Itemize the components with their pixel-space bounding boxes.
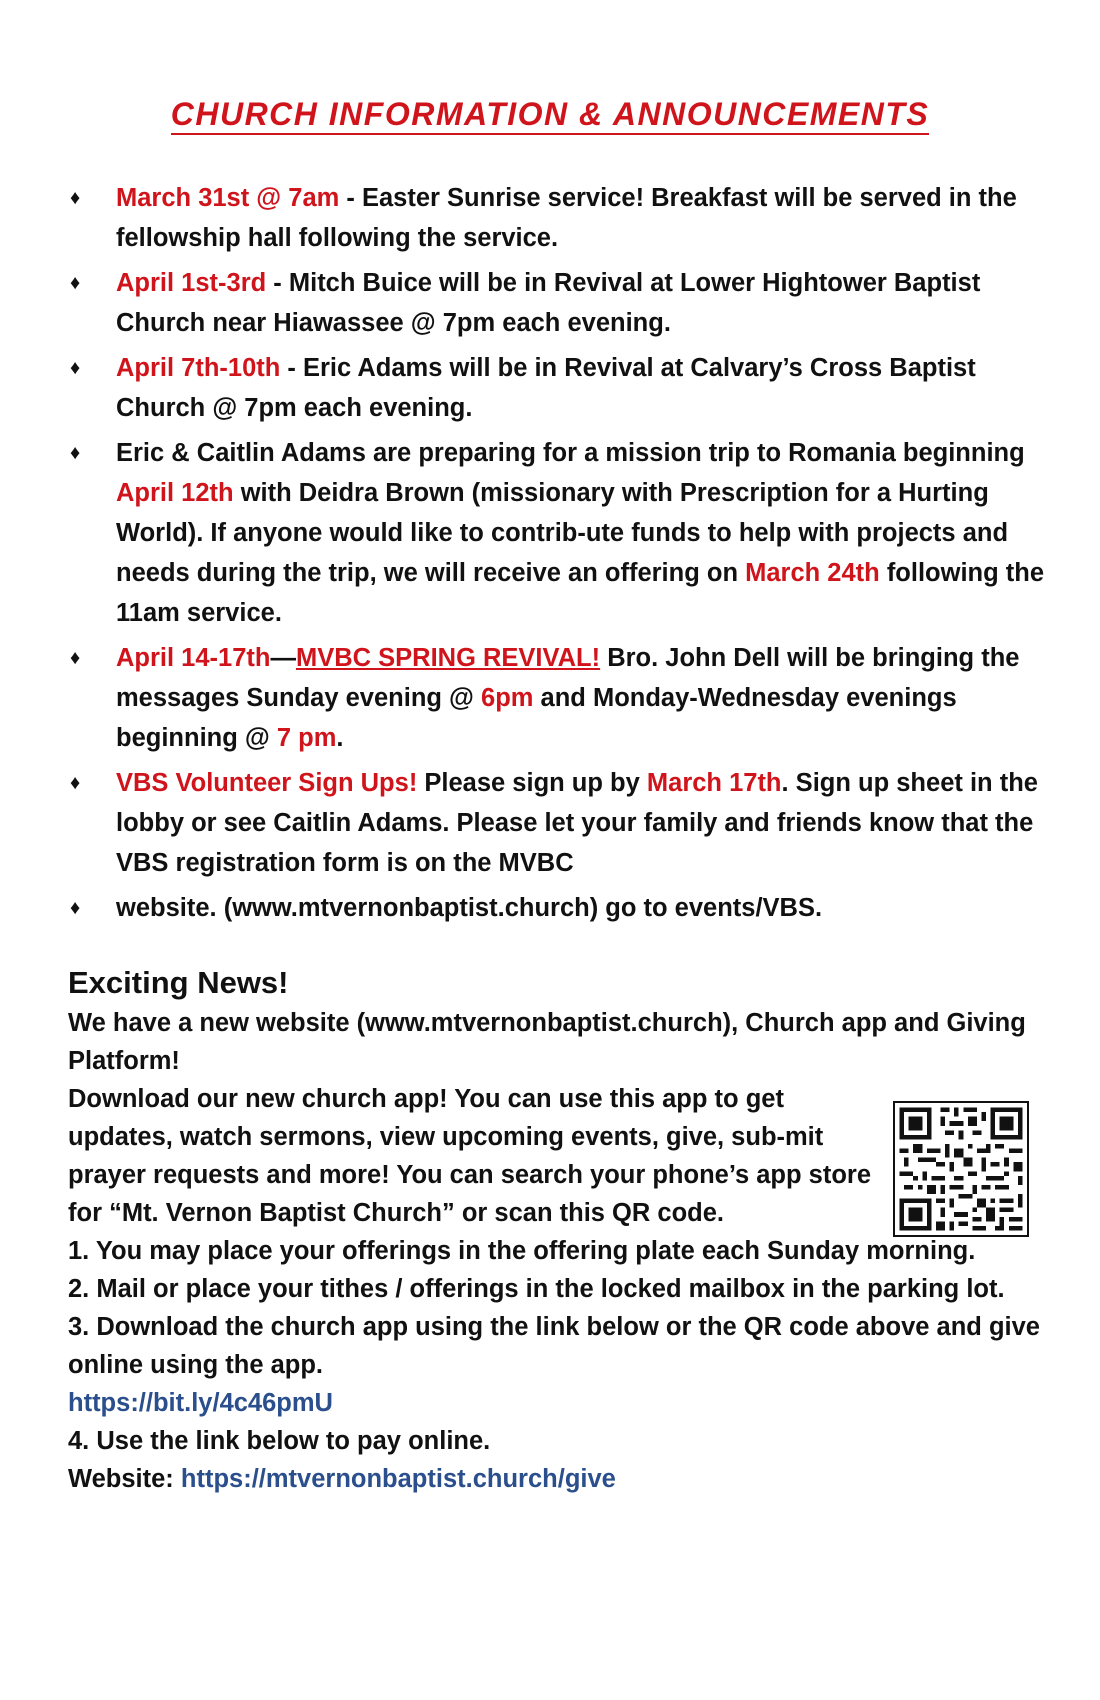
list-item <box>66 433 1056 633</box>
diamond-bullet-icon: ♦ <box>70 272 81 294</box>
diamond-bullet-icon: ♦ <box>70 772 81 794</box>
qr-code-icon <box>893 1101 1029 1237</box>
news-heading: Exciting News! <box>68 965 289 1000</box>
announcement-text <box>116 763 1056 883</box>
announcement-date: April 1st-3rd <box>116 269 267 297</box>
announcement-body: following the 11am service. <box>116 559 1045 627</box>
announcement-date: April 12th <box>116 479 234 507</box>
announcement-body: . Sign up sheet in the lobby or see Caitlin Adams. Please let your family and friends know that the VBS registration form is on the MVBC <box>116 769 1038 877</box>
website-line <box>68 1460 1058 1498</box>
diamond-bullet-icon: ♦ <box>70 897 81 919</box>
giving-option-2: 2. Mail or place your tithes / offerings in the locked mailbox in the parking lot. <box>68 1275 1005 1303</box>
announcement-text <box>116 348 1056 428</box>
diamond-bullet-icon: ♦ <box>70 357 81 379</box>
announcement-body: Please sign up by <box>417 769 647 797</box>
list-item <box>66 888 1056 928</box>
announcement-date: April 14-17th <box>116 644 271 672</box>
list-item <box>66 263 1056 343</box>
announcement-text <box>116 178 1056 258</box>
vbs-highlight: VBS Volunteer Sign Ups! <box>116 769 418 797</box>
announcement-text <box>116 433 1056 633</box>
list-item <box>66 638 1056 758</box>
announcement-time: 6pm <box>481 684 534 712</box>
announcement-date: April 7th-10th <box>116 354 281 382</box>
announcement-text <box>116 263 1056 343</box>
qr-code-graphic <box>895 1103 1027 1235</box>
announcement-dash: — <box>270 644 296 672</box>
app-link-line <box>68 1384 1058 1422</box>
giving-option-4: 4. Use the link below to pay online. <box>68 1427 491 1455</box>
announcement-body: and Monday-Wednesday evenings beginning @ <box>116 684 957 752</box>
giving-option-3: 3. Download the church app using the link below or the QR code above and give online using the app. <box>68 1313 1040 1379</box>
list-item <box>66 348 1056 428</box>
app-description: Download our new church app! You can use this app to get updates, watch sermons, view upcoming events, give, sub-mit prayer requests and more! You can search your phone’s app store for “Mt. Vernon Baptist Church” or scan this QR code. <box>68 1085 872 1227</box>
announcement-body: - Easter Sunrise service! Breakfast will be served in the fellowship hall following the service. <box>116 184 1017 252</box>
diamond-bullet-icon: ♦ <box>70 187 81 209</box>
announcement-date: March 24th <box>745 559 880 587</box>
announcement-body: . <box>336 724 344 752</box>
list-item <box>66 763 1056 883</box>
announcement-body: Bro. John Dell will be bringing the messages Sunday evening @ <box>116 644 1020 712</box>
diamond-bullet-icon: ♦ <box>70 442 81 464</box>
announcement-body: - Eric Adams will be in Revival at Calvary’s Cross Baptist Church @ 7pm each evening. <box>116 354 976 422</box>
page-title <box>0 96 1100 133</box>
announcement-text <box>116 638 1056 758</box>
announcement-body: Eric & Caitlin Adams are preparing for a mission trip to Romania beginning <box>116 439 1025 467</box>
diamond-bullet-icon: ♦ <box>70 647 81 669</box>
revival-highlight: MVBC SPRING REVIVAL! <box>295 644 601 672</box>
announcement-text: website. (www.mtvernonbaptist.church) go to events/VBS. <box>116 894 823 922</box>
page-title-text: CHURCH INFORMATION & ANNOUNCEMENTS <box>171 96 930 135</box>
give-link[interactable]: https://mtvernonbaptist.church/give <box>180 1465 616 1493</box>
announcement-body: with Deidra Brown (missionary with Prescription for a Hurting World). If anyone would like to contrib-ute funds to help with projects and needs during the trip, we will receive an offering on <box>116 479 1009 587</box>
app-link[interactable]: https://bit.ly/4c46pmU <box>68 1389 333 1417</box>
announcement-time: 7 pm <box>276 724 337 752</box>
announcements-list <box>66 178 1056 933</box>
announcement-date: March 31st @ 7am <box>116 184 340 212</box>
announcement-body: - Mitch Buice will be in Revival at Lower Hightower Baptist Church near Hiawassee @ 7pm each evening. <box>116 269 981 337</box>
website-label: Website: <box>68 1465 181 1493</box>
giving-option-1: 1. You may place your offerings in the offering plate each Sunday morning. <box>68 1237 976 1265</box>
announcement-date: March 17th <box>646 769 782 797</box>
list-item <box>66 178 1056 258</box>
news-intro: We have a new website (www.mtvernonbaptist.church), Church app and Giving Platform! <box>68 1009 1026 1075</box>
